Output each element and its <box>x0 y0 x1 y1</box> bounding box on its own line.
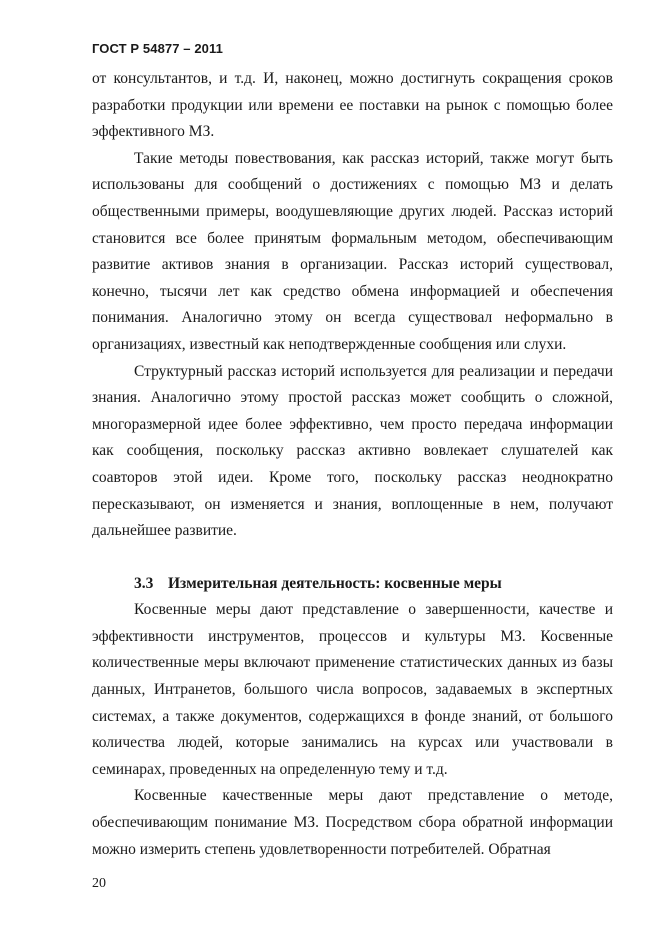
section-heading <box>92 571 613 598</box>
paragraph: Косвенные меры дают представление о завершенности, качестве и эффективности инструментов, процессов и культуры МЗ. Косвенные количественные меры включают применение статистических данных из базы данных, Интранетов, большого числа вопросов, задаваемых в экспертных системах, а также документов, содержащихся в фонде знаний, от большого количества людей, которые занимались на курсах или участвовали в семинарах, проведенных на определенную тему и т.д. <box>92 601 613 778</box>
paragraph: Такие методы повествования, как рассказ историй, также могут быть использованы для сообщений о достижениях с помощью МЗ и делать общественными примеры, воодушевляющие других людей. Рассказ историй становится все более принятым формальным методом, обеспечивающим развитие активов знания в организации. Рассказ историй существовал, конечно, тысячи лет как средство обмена информацией и обеспечения понимания. Аналогично этому он всегда существовал неформально в организациях, известный как неподтвержденные сообщения или слухи. <box>92 149 613 353</box>
paragraph: Косвенные качественные меры дают представление о методе, обеспечивающим понимание МЗ. Посредством сбора обратной информации можно измерить степень удовлетворенности потребителей. Обратная <box>92 787 613 858</box>
document-header: ГОСТ Р 54877 – 2011 <box>92 41 223 56</box>
page-number: 20 <box>92 876 106 891</box>
section-number: 3.3 <box>134 574 154 592</box>
paragraph: от консультантов, и т.д. И, наконец, можно достигнуть сокращения сроков разработки продукции или времени ее поставки на рынок с помощью более эффективного МЗ. <box>92 70 613 141</box>
section-title: Измерительная деятельность: косвенные меры <box>168 574 502 592</box>
page-body <box>92 66 613 863</box>
paragraph: Структурный рассказ историй используется для реализации и передачи знания. Аналогично этому простой рассказ может сообщить о сложной, многоразмерной идее более эффективно, чем просто передача информации как сообщения, поскольку рассказ активно вовлекает слушателей как соавторов этой идеи. Кроме того, поскольку рассказ неоднократно пересказывают, он изменяется и знания, воплощенные в нем, получают дальнейшее развитие. <box>92 362 613 540</box>
